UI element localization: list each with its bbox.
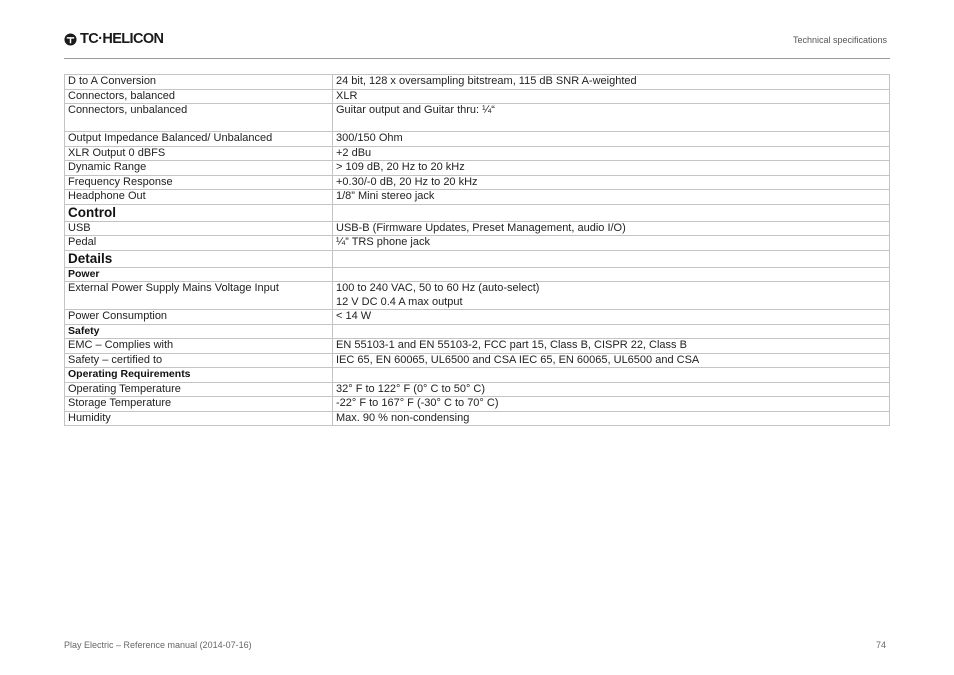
spec-value: +0.30/-0 dB, 20 Hz to 20 kHz <box>333 175 890 190</box>
spec-value: > 109 dB, 20 Hz to 20 kHz <box>333 161 890 176</box>
tc-helicon-logo-icon <box>64 33 77 46</box>
spec-value: USB-B (Firmware Updates, Preset Management, audio I/O) <box>333 221 890 236</box>
table-row <box>65 89 890 104</box>
subsection-heading-row <box>65 368 890 383</box>
spec-value: 1/8” Mini stereo jack <box>333 190 890 205</box>
section-title: Technical specifications <box>792 35 887 45</box>
spec-value: Guitar output and Guitar thru: ¼“ <box>333 104 890 132</box>
spec-label: Frequency Response <box>65 175 333 190</box>
table-row <box>65 132 890 147</box>
spec-label: EMC – Complies with <box>65 339 333 354</box>
spec-label: Storage Temperature <box>65 397 333 412</box>
table-row <box>65 353 890 368</box>
spec-value: IEC 65, EN 60065, UL6500 and CSA IEC 65, EN 60065, UL6500 and CSA <box>333 353 890 368</box>
table-row <box>65 75 890 90</box>
spec-label: Headphone Out <box>65 190 333 205</box>
subsection-heading-row <box>65 324 890 339</box>
spec-value: 300/150 Ohm <box>333 132 890 147</box>
spec-value: XLR <box>333 89 890 104</box>
spec-label: Dynamic Range <box>65 161 333 176</box>
spec-value: 100 to 240 VAC, 50 to 60 Hz (auto-select) <box>336 282 540 294</box>
table-row <box>65 339 890 354</box>
table-row <box>65 221 890 236</box>
logo-wordmark: TC·HELICON <box>80 31 164 47</box>
table-row <box>65 310 890 325</box>
spec-value-cell <box>333 282 890 310</box>
table-row <box>65 175 890 190</box>
spec-label: XLR Output 0 dBFS <box>65 146 333 161</box>
spec-value: 24 bit, 128 x oversampling bitstream, 115 dB SNR A-weighted <box>333 75 890 90</box>
spec-label: Pedal <box>65 236 333 251</box>
table-row <box>65 282 890 310</box>
spec-label: External Power Supply Mains Voltage Input <box>65 282 333 310</box>
specifications-table <box>64 74 890 426</box>
spec-label: Humidity <box>65 411 333 426</box>
spec-value: -22° F to 167° F (-30° C to 70° C) <box>333 397 890 412</box>
spec-label: USB <box>65 221 333 236</box>
brand-logo <box>64 31 163 47</box>
table-row <box>65 411 890 426</box>
section-heading-details: Details <box>65 250 333 267</box>
header-divider <box>64 58 890 59</box>
section-heading-row <box>65 250 890 267</box>
empty-cell <box>333 250 890 267</box>
page-number: 74 <box>875 640 886 650</box>
section-heading-control: Control <box>65 204 333 221</box>
spec-value: < 14 W <box>333 310 890 325</box>
spec-label: Connectors, unbalanced <box>65 104 333 132</box>
spec-label: D to A Conversion <box>65 75 333 90</box>
empty-cell <box>333 368 890 383</box>
spec-value: 32° F to 122° F (0° C to 50° C) <box>333 382 890 397</box>
table-row <box>65 382 890 397</box>
spec-value: EN 55103-1 and EN 55103-2, FCC part 15, Class B, CISPR 22, Class B <box>333 339 890 354</box>
spec-label: Operating Temperature <box>65 382 333 397</box>
footer-document-title: Play Electric – Reference manual (2014-07-16) <box>64 640 252 650</box>
subsection-heading-safety: Safety <box>65 324 333 339</box>
spec-value: ¼” TRS phone jack <box>333 236 890 251</box>
table-row <box>65 397 890 412</box>
table-row <box>65 146 890 161</box>
spec-label: Output Impedance Balanced/ Unbalanced <box>65 132 333 147</box>
subsection-heading-operating-requirements: Operating Requirements <box>65 368 333 383</box>
spec-value: Max. 90 % non-condensing <box>333 411 890 426</box>
table-row <box>65 190 890 205</box>
spec-value-second-line: 12 V DC 0.4 A max output <box>336 295 463 308</box>
spec-value: +2 dBu <box>333 146 890 161</box>
spec-label: Power Consumption <box>65 310 333 325</box>
empty-cell <box>333 324 890 339</box>
table-row <box>65 161 890 176</box>
spec-label: Safety – certified to <box>65 353 333 368</box>
table-row <box>65 104 890 132</box>
table-row <box>65 236 890 251</box>
empty-cell <box>333 267 890 282</box>
spec-label: Connectors, balanced <box>65 89 333 104</box>
empty-cell <box>333 204 890 221</box>
subsection-heading-row <box>65 267 890 282</box>
subsection-heading-power: Power <box>65 267 333 282</box>
section-heading-row <box>65 204 890 221</box>
